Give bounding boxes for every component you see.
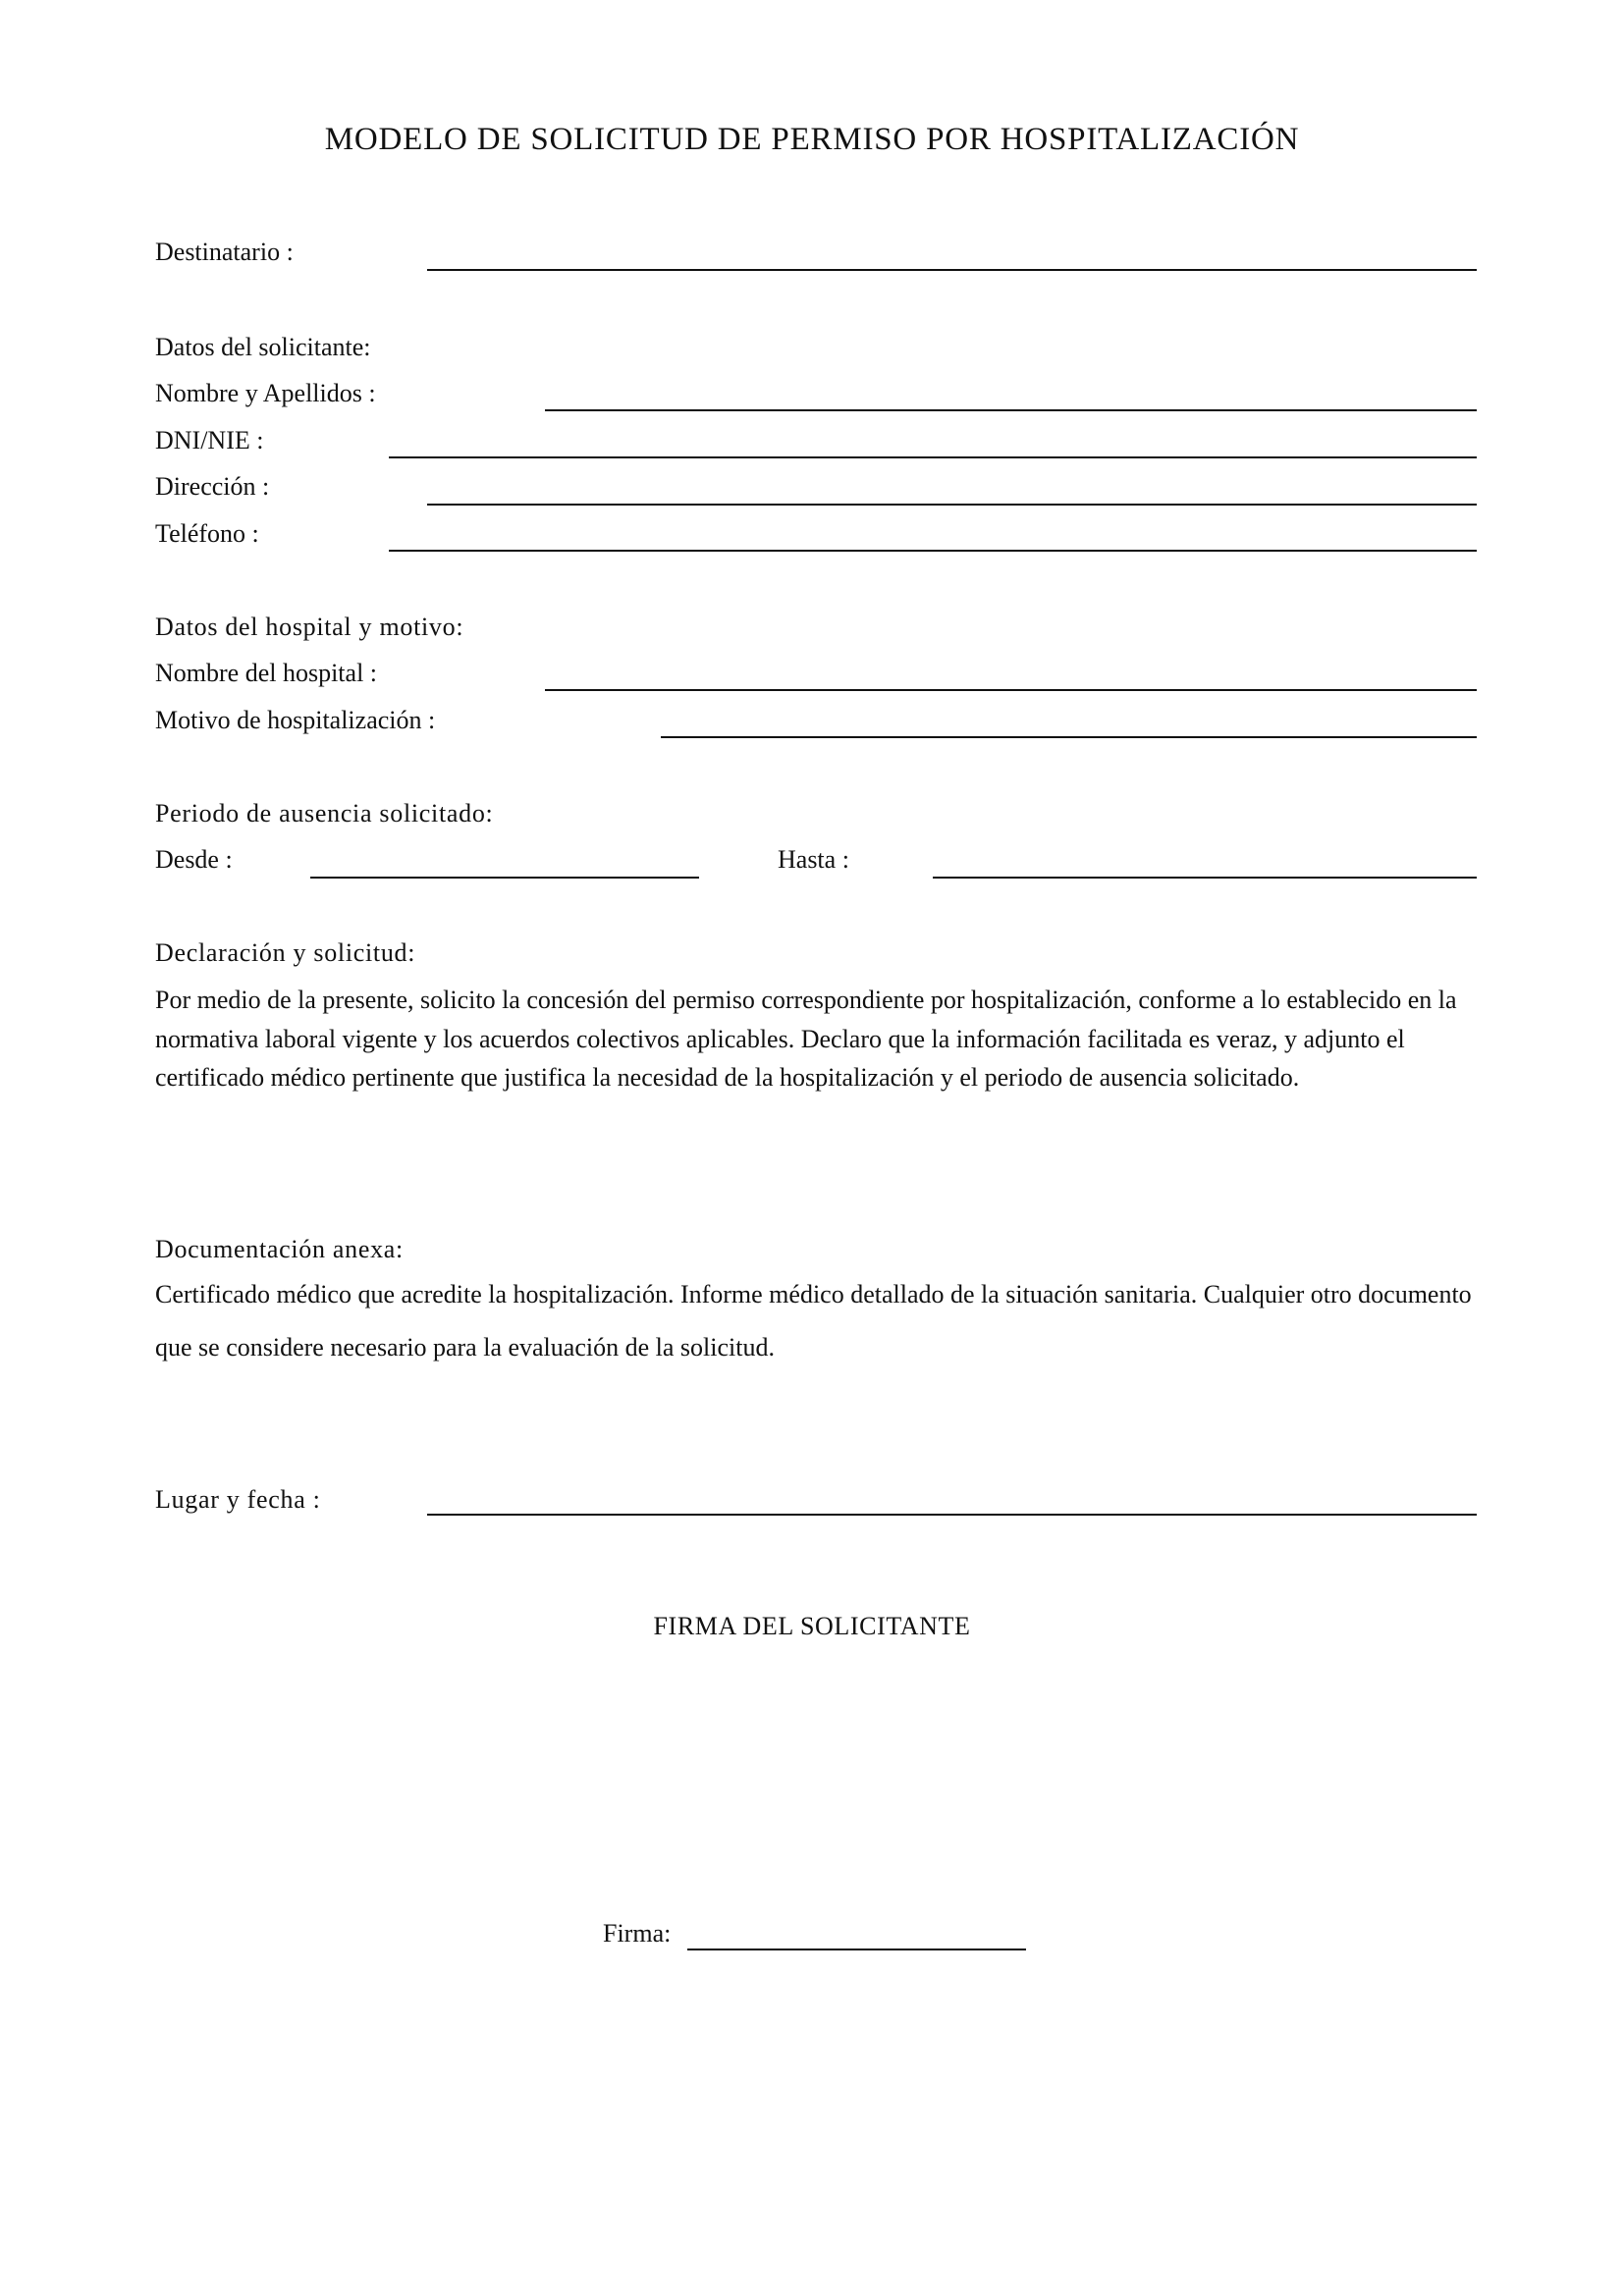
documentacion-text: Certificado médico que acredite la hospitalización. Informe médico detallado de la situación sanitaria. Cualquier otro documento que se considere necesario para la evaluación de la solicitud. — [155, 1280, 1472, 1362]
declaracion-heading: Declaración y solicitud: — [155, 938, 416, 967]
hasta-field-line[interactable] — [933, 877, 1477, 879]
nombre-apellidos-label: Nombre y Apellidos : — [155, 379, 376, 407]
desde-label: Desde : — [155, 845, 233, 874]
periodo-heading: Periodo de ausencia solicitado: — [155, 799, 494, 828]
lugar-fecha-field-line[interactable] — [427, 1514, 1477, 1516]
dni-nie-field-line[interactable] — [389, 456, 1477, 458]
declaracion-text: Por medio de la presente, solicito la concesión del permiso correspondiente por hospitalización, conforme a lo establecido en la normativa laboral vigente y los acuerdos colectivos aplicables. Declaro que la información facilitada es veraz, y adjunto el certificado médico pertinente que justifica la necesidad de la hospitalización y el periodo de ausencia solicitado. — [155, 986, 1457, 1092]
telefono-label: Teléfono : — [155, 519, 259, 548]
dni-nie-label: DNI/NIE : — [155, 426, 264, 454]
documentacion-heading: Documentación anexa: — [155, 1235, 404, 1263]
firma-label: Firma: — [603, 1919, 672, 1948]
lugar-fecha-label: Lugar y fecha : — [155, 1485, 321, 1514]
desde-field-line[interactable] — [310, 877, 699, 879]
motivo-hospitalizacion-field-line[interactable] — [661, 736, 1477, 738]
direccion-label: Dirección : — [155, 472, 270, 501]
nombre-hospital-label: Nombre del hospital : — [155, 659, 378, 687]
firma-field-line[interactable] — [687, 1949, 1026, 1950]
hospital-heading: Datos del hospital y motivo: — [155, 613, 464, 641]
firma-solicitante-heading: FIRMA DEL SOLICITANTE — [653, 1612, 971, 1640]
destinatario-label: Destinatario : — [155, 238, 294, 266]
direccion-field-line[interactable] — [427, 504, 1477, 506]
motivo-hospitalizacion-label: Motivo de hospitalización : — [155, 706, 436, 734]
document-title: MODELO DE SOLICITUD DE PERMISO POR HOSPITALIZACIÓN — [324, 122, 1300, 157]
solicitante-heading: Datos del solicitante: — [155, 333, 371, 361]
telefono-field-line[interactable] — [389, 550, 1477, 552]
nombre-hospital-field-line[interactable] — [545, 689, 1477, 691]
hasta-label: Hasta : — [778, 845, 849, 874]
nombre-apellidos-field-line[interactable] — [545, 409, 1477, 411]
destinatario-field-line[interactable] — [427, 269, 1477, 271]
